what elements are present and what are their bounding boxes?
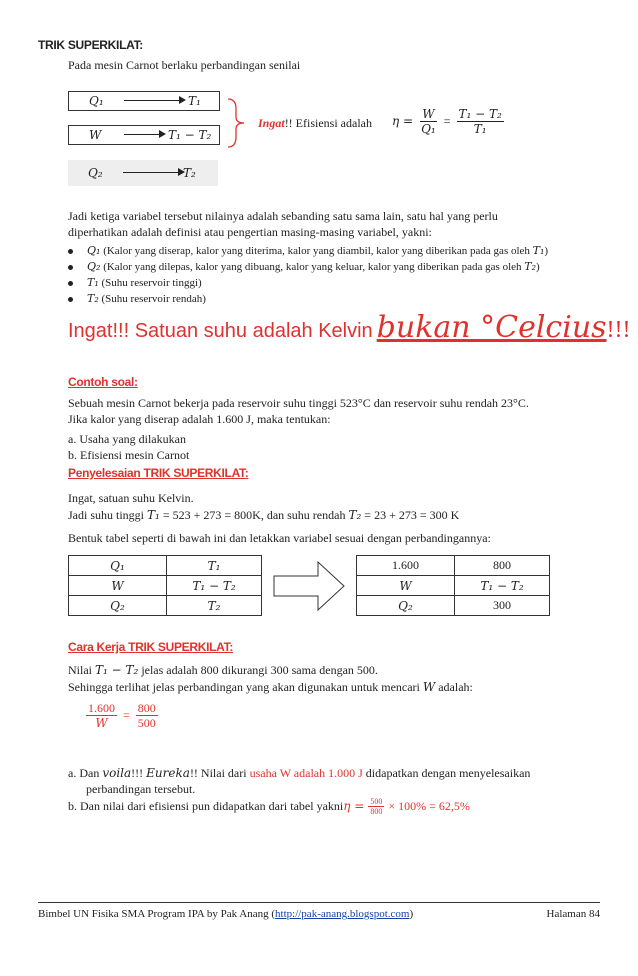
diagram-t1-t2: T₁ − T₂ [168,128,212,142]
solution-line [68,508,459,523]
table-cell: 1.600 [357,556,455,576]
text-span: a. Dan [68,766,103,780]
heading: TRIK SUPERKILAT: [38,38,143,52]
text-span: Nilai [68,663,95,677]
soal-item-b: b. Efisiensi mesin Carnot [68,448,190,462]
arrow-line [124,134,162,135]
ingat-rest: !! Efisiensi adalah [284,116,372,130]
diagram-row-w [68,125,220,145]
eta-symbol: η = [392,114,414,128]
table-cell: T₁ − T₂ [167,576,262,596]
list-text: ) [536,261,540,273]
text-span: voila [102,766,132,780]
list-text: (Kalor yang diserap, kalor yang diterima, kalor yang diambil, kalor yang diberikan pada gas oleh [100,245,533,257]
list-item [68,259,548,275]
result-a [68,766,530,781]
arrow-line [124,100,182,101]
warning-exclaim: !!! [606,317,631,343]
math-span: T₁ [147,508,160,522]
text-span: didapatkan dengan menyelesaikan [362,766,531,780]
para-line: Jadi ketiga variabel tersebut nilainya adalah sebanding satu sama lain, satu hal yang perlu [68,209,498,223]
list-text: (Suhu reservoir rendah) [98,293,206,305]
diagram-q1: Q₁ [89,94,104,108]
warning-emphasis: bukan °Celcius [376,310,607,345]
fraction-500-800 [368,797,384,816]
diagram-t2: T₂ [183,166,196,180]
frac-num: 800 [137,701,156,715]
soal-line: Sebuah mesin Carnot bekerja pada reservoir suhu tinggi 523°C dan reservoir suhu rendah 23°C. [68,396,529,410]
result-a-cont: perbandingan tersebut. [86,782,196,796]
list-item [68,243,548,259]
footer-text: ) [409,908,414,920]
text-span: b. Dan nilai dari efisiensi pun didapatkan dari tabel yakni [68,799,344,813]
list-item [68,275,548,291]
arrow-line [123,172,181,173]
variable-table-right [356,555,550,616]
intro-text: Pada mesin Carnot berlaku perbandingan senilai [68,58,301,72]
diagram-row-q1 [68,91,220,111]
list-symbol: Q₁ [87,244,101,257]
fraction-800-500 [136,701,158,730]
text-span: = 523 + 273 = 800K, dan suhu rendah [159,508,349,522]
footer-left [38,908,413,920]
text-span: jelas adalah 800 dikurangi 300 sama dengan 500. [138,663,378,677]
result-b [68,797,470,816]
definition-list [68,243,548,307]
table-intro: Bentuk tabel seperti di bawah ini dan letakkan variabel sesuai dengan perbandingannya: [68,531,491,545]
diagram-w: W [89,128,102,142]
table-cell: T₂ [167,596,262,616]
curly-brace-icon [226,97,250,149]
eta-symbol: η = [343,799,365,813]
list-text: (Kalor yang dilepas, kalor yang dibuang, kalor yang keluar, kalor yang diberikan pada gas oleh [100,261,525,273]
table-cell: Q₂ [69,596,167,616]
text-span: Sehingga terlihat jelas perbandingan yang akan digunakan untuk mencari [68,680,423,694]
arrow-head-icon [179,96,186,104]
page-number: Halaman 84 [546,908,600,920]
soal-line: Jika kalor yang diserap adalah 1.600 J, maka tentukan: [68,412,331,426]
diagram-t1: T₁ [188,94,201,108]
frac-num: 500 [370,797,383,806]
text-span: Eureka [146,766,190,780]
soal-item-a: a. Usaha yang dilakukan [68,432,186,446]
text-span: = 23 + 273 = 300 K [361,508,460,522]
footer-divider [38,902,600,903]
frac-num: 1.600 [88,701,115,715]
math-span: T₁ − T₂ [95,663,139,677]
frac-den: 500 [137,716,156,730]
bullet-icon [68,297,73,302]
arrow-head-icon [159,130,166,138]
footer-link[interactable]: http://pak-anang.blogspot.com [275,908,410,920]
text-span: Jadi suhu tinggi [68,508,148,522]
fraction-1600-w [86,701,117,730]
kelvin-warning [68,310,631,345]
equals-sign: = [123,708,130,722]
list-symbol: T₁ [87,276,99,289]
text-span: adalah: [435,680,473,694]
table-row [357,596,550,616]
diagram-q2: Q₂ [88,166,103,180]
equals-sign: = [443,114,451,128]
list-text: (Suhu reservoir tinggi) [98,277,202,289]
solution-line: Ingat, satuan suhu Kelvin. [68,491,194,505]
fraction-w-q1 [419,107,438,136]
list-symbol: T₂ [87,292,99,305]
bullet-icon [68,249,73,254]
table-cell: 300 [455,596,550,616]
ingat-word: Ingat [258,116,285,130]
bullet-icon [68,265,73,270]
text-span: !! Nilai dari [189,766,250,780]
footer-text: Bimbel UN Fisika SMA Program IPA by Pak Anang ( [38,908,276,920]
list-item [68,291,548,307]
efficiency-formula [392,107,504,136]
table-cell: T₁ − T₂ [455,576,550,596]
list-symbol: Q₂ [87,260,101,273]
table-cell: W [357,576,455,596]
list-symbol: T₁ [532,244,545,257]
cara-line [68,663,378,678]
text-span: !!! [131,766,147,780]
highlight-span: usaha W adalah 1.000 J [249,766,363,780]
table-cell: 800 [455,556,550,576]
bullet-icon [68,281,73,286]
text-span: × 100% = 62,5% [388,799,470,813]
table-cell: Q₁ [69,556,167,576]
frac-num: T₁ − T₂ [458,107,502,121]
para-line: diperhatikan adalah definisi atau pengertian masing-masing variabel, yakni: [68,225,432,239]
list-text: ) [544,245,549,257]
frac-den: T₁ [473,122,487,136]
frac-den: W [95,716,108,730]
contoh-soal-title: Contoh soal: [68,375,138,389]
table-cell: T₁ [167,556,262,576]
cara-kerja-title: Cara Kerja TRIK SUPERKILAT: [68,640,234,654]
warning-text: Ingat!!! Satuan suhu adalah Kelvin [68,320,373,342]
table-cell: W [69,576,167,596]
table-row [69,556,262,576]
proportion-equation [86,701,158,730]
list-symbol: T₂ [524,260,537,273]
frac-den: 800 [370,807,383,816]
variable-table-left [68,555,262,616]
cara-line [68,680,473,695]
table-row [357,556,550,576]
math-span: W [422,680,436,694]
table-cell: Q₂ [357,596,455,616]
fraction-t [457,107,504,136]
table-row [357,576,550,596]
penyelesaian-title: Penyelesaian TRIK SUPERKILAT: [68,466,249,480]
table-row [69,576,262,596]
frac-den: Q₁ [421,122,436,136]
table-row [69,596,262,616]
frac-num: W [422,107,435,121]
efficiency-result [343,797,470,816]
ingat-efficiency [258,116,372,131]
big-arrow-icon [272,558,346,614]
diagram-row-q2 [68,160,218,186]
math-span: T₂ [348,508,362,522]
